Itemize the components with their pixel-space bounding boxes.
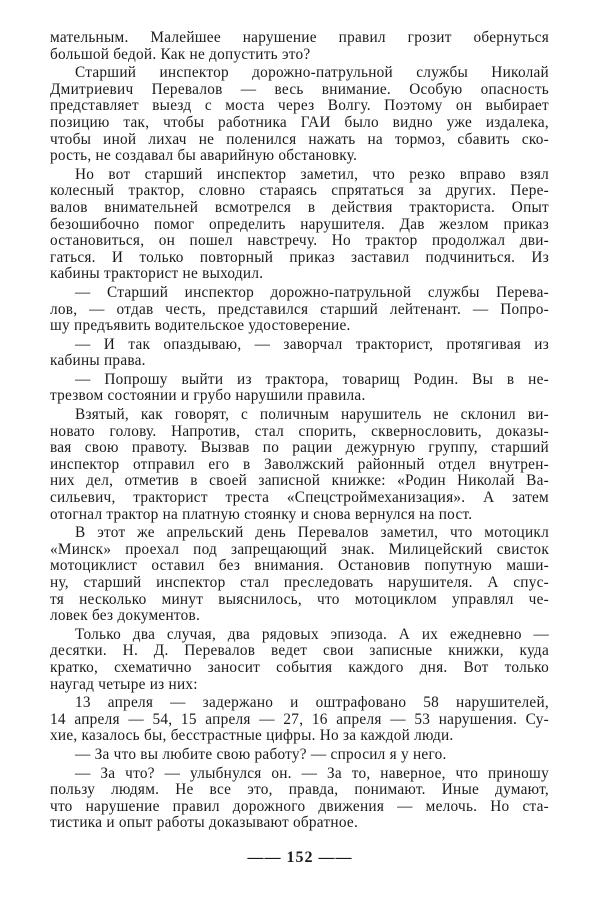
text-line: 14 апреля — 54, 15 апреля — 27, 16 апреля — 53 нарушения. Су- xyxy=(50,710,549,728)
text-line: ловек без документов. xyxy=(50,607,201,625)
text-line: 13 апреля — задержано и оштрафовано 58 нарушителей, xyxy=(75,694,549,712)
text-line: — За что вы любите свою работу? — спросил я у него. xyxy=(75,745,447,763)
text-line: кратко, схематично заносит события каждого дня. Вот только xyxy=(50,658,549,676)
text-line: трезвом состоянии и грубо нарушили правила. xyxy=(50,387,366,405)
text-line: ну, старший инспектор стал преследовать нарушителя. А спус- xyxy=(50,574,549,591)
paragraph xyxy=(50,372,549,405)
text-line: что нарушение правил дорожного движения — мелочь. Но ста- xyxy=(50,797,549,815)
text-line: Старший инспектор дорожно-патрульной службы Николай xyxy=(75,64,549,82)
paragraph xyxy=(50,695,549,745)
text-line: мательным. Малейшее нарушение правил грозит обернуться xyxy=(50,29,549,46)
text-line: пользу людям. Не все это, правда, понимают. Иные думают, xyxy=(50,781,549,799)
paragraph xyxy=(50,30,549,63)
text-line: колесный трактор, словно стараясь спрятаться за других. Пере- xyxy=(50,182,549,200)
text-line: вая свою правоту. Вызвав по рации дежурную группу, старший xyxy=(50,439,549,457)
paragraph xyxy=(50,747,549,764)
text-line: десятки. Н. Д. Перевалов ведет свои записные книжки, куда xyxy=(50,642,549,660)
text-line: валов внимательней всмотрелся в действия тракториста. Опыт xyxy=(50,198,549,216)
paragraph xyxy=(50,167,549,283)
text-line: хие, казалось бы, бесстрастные цифры. Но за каждой люди. xyxy=(50,727,454,745)
text-line: инспектор отправил его в Заволжский районный отдел внутрен- xyxy=(50,455,549,473)
text-line: безошибочно помог определить нарушителя. Дав жезлом приказ xyxy=(50,215,549,233)
text-line: — Старший инспектор дорожно-патрульной службы Перева- xyxy=(75,283,549,301)
paragraph xyxy=(50,285,549,335)
text-line: шу предъявить водительское удостоверение. xyxy=(50,317,351,335)
text-line: чтобы иной лихач не поленился нажать на тормоз, сбавить ско- xyxy=(50,130,549,148)
text-line: гаться. И только повторный приказ заставил подчиниться. Из xyxy=(50,248,549,266)
text-line: отогнал трактор на платную стоянку и снова вернулся на пост. xyxy=(50,505,473,523)
text-line: позицию так, чтобы работника ГАИ было видно уже издалека, xyxy=(50,113,549,131)
text-line: представляет выезд с моста через Волгу. Поэтому он выбирает xyxy=(50,97,549,115)
text-line: — За что? — улыбнулся он. — За то, наверное, что приношу xyxy=(75,764,549,782)
text-line: «Минск» проехал под запрещающий знак. Милицейский свисток xyxy=(50,540,549,558)
text-line: рость, не создавал бы аварийную обстановку. xyxy=(50,147,358,165)
page-body xyxy=(50,30,549,834)
text-line: новато голову. Напротив, стал спорить, сквернословить, доказы- xyxy=(50,422,549,440)
text-line: них дел, отметив в своей записной книжке: «Родин Николай Ва- xyxy=(50,472,549,490)
text-line: тистика и опыт работы доказывают обратное. xyxy=(50,814,359,832)
text-line: сильевич, тракторист треста «Спецстроймеханизация». А затем xyxy=(50,489,549,507)
text-line: большой бедой. Как не допустить это? xyxy=(50,45,311,63)
paragraph xyxy=(50,337,549,370)
text-line: В этот же апрельский день Перевалов заметил, что мотоцикл xyxy=(75,524,549,542)
text-line: — Попрошу выйти из трактора, товарищ Родин. Вы в не- xyxy=(75,370,549,388)
text-line: — И так опаздываю, — заворчал тракторист, протягивая из xyxy=(75,335,549,353)
page-number: —— 152 —— xyxy=(247,849,353,866)
paragraph xyxy=(50,407,549,523)
paragraph xyxy=(50,65,549,165)
text-line: Только два случая, два рядовых эпизода. А их ежедневно — xyxy=(75,625,549,643)
text-line: остановиться, он пошел навстречу. Но трактор продолжал дви- xyxy=(50,232,549,250)
paragraph xyxy=(50,525,549,625)
text-line: наугад четыре из них: xyxy=(50,675,198,693)
paragraph xyxy=(50,766,549,832)
paragraph xyxy=(50,627,549,693)
text-line: Взятый, как говорят, с поличным нарушитель не склонил ви- xyxy=(75,406,549,424)
text-line: мотоциклист оставил без внимания. Остановив попутную маши- xyxy=(50,557,549,575)
text-line: Дмитриевич Перевалов — весь внимание. Особую опасность xyxy=(50,80,549,98)
text-line: Но вот старший инспектор заметил, что резко вправо взял xyxy=(75,165,549,183)
text-line: лов, — отдав честь, представился старший лейтенант. — Попро- xyxy=(50,300,549,318)
text-line: кабины права. xyxy=(50,352,146,370)
text-line: кабины тракторист не выходил. xyxy=(50,265,264,283)
text-line: тя несколько минут выяснилось, что мотоциклом управлял че- xyxy=(50,590,549,608)
